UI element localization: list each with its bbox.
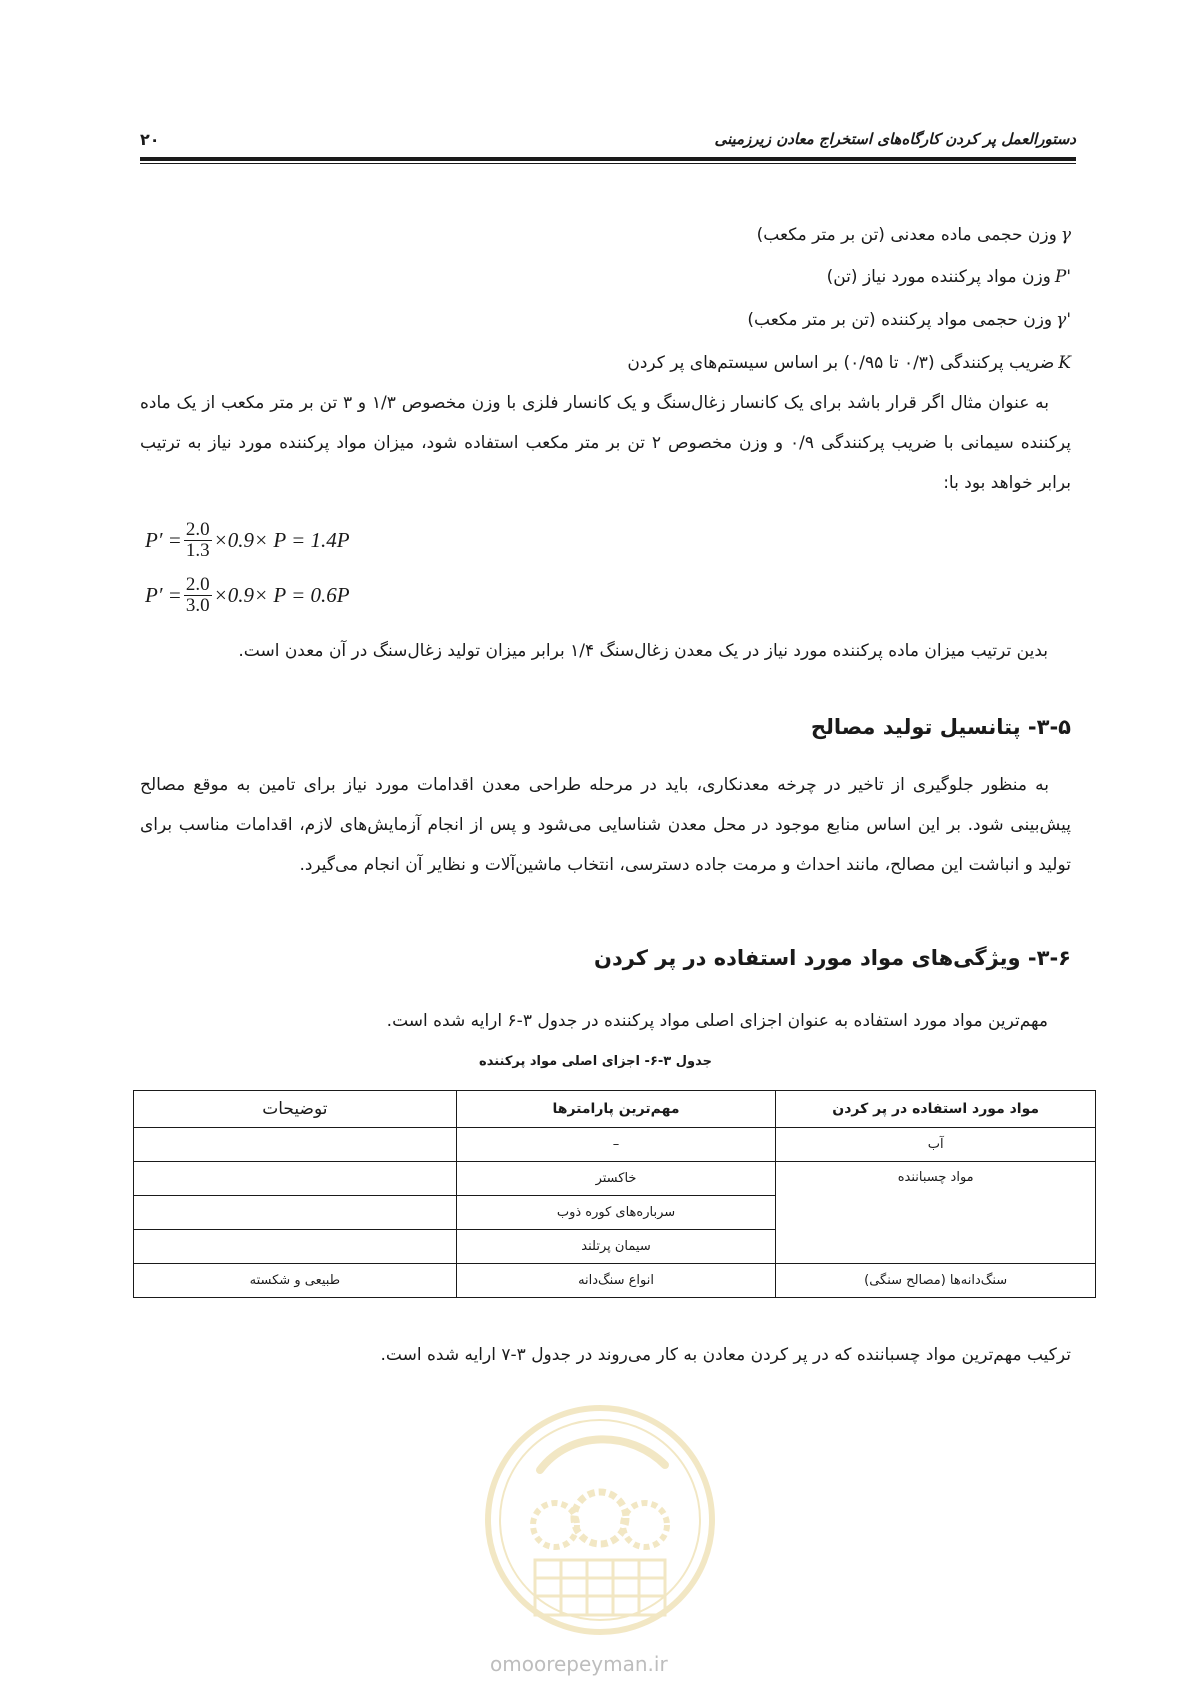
- table-cell: طبیعی و شکسته: [134, 1264, 457, 1298]
- fill-materials-table: [133, 1090, 1096, 1298]
- section-6-intro: مهم‌ترین مواد مورد استفاده به عنوان اجزای اصلی مواد پرکننده در جدول ۳-۶ ارایه شده است.: [386, 1011, 1048, 1031]
- definition-symbol: P': [1054, 267, 1071, 287]
- definition-p-prime: [827, 264, 1071, 290]
- formula-lhs: P′ =: [145, 528, 182, 552]
- table-row: [134, 1128, 1096, 1162]
- page-number: ۲۰: [140, 130, 160, 149]
- header-rule: [140, 157, 1076, 161]
- fraction-denominator: 1.3: [185, 540, 210, 561]
- table-cell: [134, 1128, 457, 1162]
- running-title: دستورالعمل پر کردن کارگاه‌های استخراج معادن زیرزمینی: [714, 130, 1076, 148]
- conclusion-text: بدین ترتیب میزان ماده پرکننده مورد نیاز در یک معدن زغال‌سنگ ۱/۴ برابر میزان تولید زغال‌سنگ در آن معدن است.: [238, 641, 1048, 661]
- table-cell: سنگ‌دانه‌ها (مصالح سنگی): [776, 1264, 1096, 1298]
- definition-symbol: K: [1058, 353, 1071, 373]
- fraction-numerator: 2.0: [185, 519, 210, 540]
- table-row: [134, 1264, 1096, 1298]
- table-cell: آب: [776, 1128, 1096, 1162]
- definition-text: وزن مواد پرکننده مورد نیاز (تن): [826, 267, 1051, 287]
- table-caption: جدول ۳-۶- اجزای اصلی مواد پرکننده: [479, 1054, 712, 1069]
- table-cell: [134, 1230, 457, 1264]
- formula-coal: [145, 520, 350, 561]
- formula-rest: ×0.9× P = 1.4P: [213, 528, 350, 552]
- definition-symbol: γ': [1056, 310, 1071, 330]
- formula-rest: ×0.9× P = 0.6P: [213, 583, 350, 607]
- table-cell: سرباره‌های کوره ذوب: [456, 1196, 776, 1230]
- definition-k: [627, 350, 1071, 376]
- fraction-numerator: 2.0: [185, 574, 210, 595]
- definition-text: وزن حجمی مواد پرکننده (تن بر متر مکعب): [747, 310, 1053, 330]
- definition-text: وزن حجمی ماده معدنی (تن بر متر مکعب): [756, 225, 1057, 245]
- table-row: [134, 1162, 1096, 1196]
- example-paragraph: به عنوان مثال اگر قرار باشد برای یک کانسار زغال‌سنگ و یک کانسار فلزی با وزن مخصوص ۱/۳ و ۳ تن بر متر مکعب از یک ماده پرکننده سیمانی با ضریب پرکنندگی ۰/۹ و وزن مخصوص ۲ تن بر متر مکعب استفاده شود، میزان مواد پرکننده مورد نیاز به ترتیب برابر خواهد بود با:: [140, 393, 1071, 493]
- table-cell: –: [456, 1128, 776, 1162]
- section-5-paragraph: به منظور جلوگیری از تاخیر در چرخه معدنکاری، باید در مرحله طراحی معدن اقدامات مورد نیاز برای تامین به موقع مصالح پیش‌بینی شود. بر این اساس منابع موجود در محل معدن شناسایی می‌شود و پس از انجام آزمایش‌های لازم، اقدامات مناسب برای تولید و انباشت این مصالح، مانند احداث و مرمت جاده دسترسی، انتخاب ماشین‌آلات و نظایر آن انجام می‌گیرد.: [140, 775, 1071, 875]
- table-cell: سیمان پرتلند: [456, 1230, 776, 1264]
- formula-fraction: [184, 575, 212, 616]
- watermark-seal: [480, 1400, 720, 1640]
- table-cell: مواد چسباننده: [776, 1162, 1096, 1264]
- definition-symbol: γ: [1060, 225, 1071, 245]
- watermark-url: omoorepeyman.ir: [490, 1652, 668, 1676]
- table-header-cell: مهم‌ترین پارامترها: [456, 1091, 776, 1128]
- formula-fraction: [184, 520, 212, 561]
- table-header-row: [134, 1091, 1096, 1128]
- definition-text: ضریب پرکنندگی (۰/۳ تا ۰/۹۵) بر اساس سیستم‌های پر کردن: [627, 353, 1055, 373]
- page-header: [140, 126, 1076, 168]
- formula-metal: [145, 575, 350, 616]
- table-cell: انواع سنگ‌دانه: [456, 1264, 776, 1298]
- table-cell: [134, 1196, 457, 1230]
- formula-lhs: P′ =: [145, 583, 182, 607]
- fraction-denominator: 3.0: [185, 595, 210, 616]
- table-header-cell: توضیحات: [134, 1091, 457, 1128]
- table-header-cell: مواد مورد استفاده در پر کردن: [776, 1091, 1096, 1128]
- table-cell: [134, 1162, 457, 1196]
- section-heading-materials-potential: ۳-۵- پتانسیل تولید مصالح: [810, 715, 1071, 739]
- header-rule-thin: [140, 163, 1076, 164]
- definition-gamma: [757, 222, 1071, 248]
- closing-text: ترکیب مهم‌ترین مواد چسباننده که در پر کردن معادن به کار می‌روند در جدول ۳-۷ ارایه شده است.: [380, 1345, 1071, 1365]
- section-heading-fill-materials: ۳-۶- ویژگی‌های مواد مورد استفاده در پر کردن: [594, 946, 1071, 970]
- table-cell: خاکستر: [456, 1162, 776, 1196]
- definition-gamma-prime: [747, 307, 1071, 333]
